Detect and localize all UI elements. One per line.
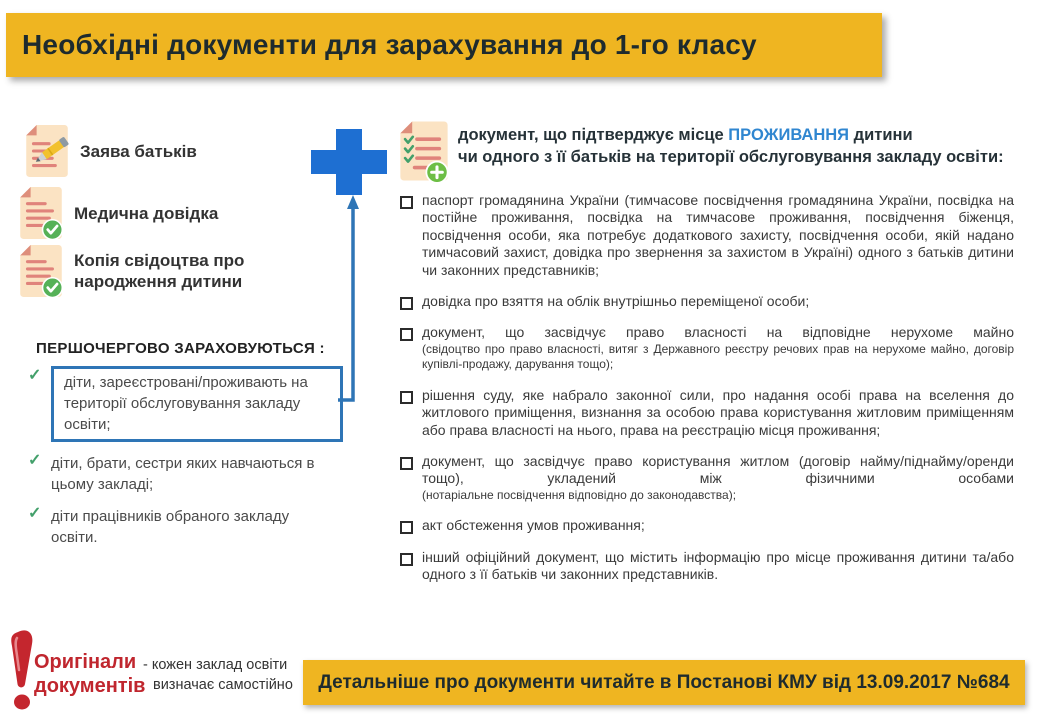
checkbox-icon xyxy=(400,196,413,209)
bullet-text: документ, що засвідчує право користування житлом (договір найму/піднайму/оренди тощо), укладений між фізичними особами xyxy=(422,453,1014,487)
checkbox-icon xyxy=(400,521,413,534)
bullet-text: інший офіційний документ, що містить інформацію про місце проживання дитини та/або одного з її батьків чи законних представників. xyxy=(422,548,1014,583)
document-add-icon xyxy=(398,120,450,182)
heading-text: документ, що підтверджує місце xyxy=(458,126,729,144)
info-banner-text: Детальніше про документи читайте в Постанові КМУ від 13.09.2017 №684 xyxy=(318,671,1010,693)
title-banner xyxy=(6,13,882,77)
heading-text: чи одного з її батьків на території обслуговування закладу освіти: xyxy=(458,148,1004,166)
priority-list xyxy=(28,366,358,557)
checkmark-icon: ✓ xyxy=(28,452,42,469)
document-bullet-list xyxy=(400,192,1014,598)
checkbox-icon xyxy=(400,457,413,470)
heading-text: дитини xyxy=(849,126,913,144)
document-item-birth-certificate xyxy=(18,244,264,298)
document-item-medical xyxy=(18,186,218,240)
priority-heading: ПЕРШОЧЕРГОВО ЗАРАХОВУЮТЬСЯ : xyxy=(36,340,325,357)
checkbox-icon xyxy=(400,391,413,404)
bullet-text: документ, що засвідчує право власності на відповідне нерухоме майно xyxy=(422,324,1014,341)
originals-note xyxy=(143,657,293,693)
bullet-text: паспорт громадянина України (тимчасове посвідчення громадянина України, посвідка на постійне проживання, посвідка на тимчасове проживання, посвідчення біженця, посвідчення особи, яка потребує додаткового захисту, посвідчення особи, якій надано тимчасовий захист, довідка про звернення за захистом в Україні) одного з батьків дитини чи законних представників; xyxy=(422,192,1014,278)
priority-item-text: діти, брати, сестри яких навчаються в цьому закладі; xyxy=(51,455,315,493)
checkbox-icon xyxy=(400,553,413,566)
info-banner xyxy=(303,660,1025,705)
list-item xyxy=(400,324,1014,372)
bullet-text: рішення суду, яке набрало законної сили, про надання особі права на вселення до житлового приміщення, визнання за особою права користування житловим приміщенням або права власності на нього, права на реєстрацію місця проживання; xyxy=(422,386,1014,438)
list-item xyxy=(400,293,1014,310)
residence-heading xyxy=(458,124,1023,168)
document-item-label: Копія свідоцтва про народження дитини xyxy=(74,251,245,291)
list-item xyxy=(400,192,1014,279)
bullet-text: акт обстеження умов проживання; xyxy=(422,517,645,534)
connector-arrow-icon xyxy=(336,193,366,407)
bullet-text: довідка про взяття на облік внутрішньо переміщеної особи; xyxy=(422,293,810,310)
priority-item xyxy=(28,366,358,442)
bullet-subtext: (нотаріальне посвідчення відповідно до законодавства); xyxy=(422,487,737,502)
checkmark-icon: ✓ xyxy=(28,505,42,522)
priority-item xyxy=(28,451,358,495)
note-line: - кожен заклад освіти xyxy=(143,657,288,673)
bullet-subtext: (свідоцтво про право власності, витяг з Державного реєстру речових прав на нерухоме майно, договір купівлі-продажу, дарування тощо); xyxy=(422,341,1014,372)
page-title: Необхідні документи для зарахування до 1-го класу xyxy=(22,29,757,60)
plus-icon xyxy=(311,129,387,195)
checkbox-icon xyxy=(400,328,413,341)
originals-line: документів xyxy=(34,675,146,697)
document-item-application xyxy=(24,124,197,178)
list-item xyxy=(400,549,1014,584)
note-line: визначає самостійно xyxy=(153,677,293,693)
originals-title xyxy=(34,650,145,698)
originals-line: Оригінали xyxy=(34,651,137,673)
checkbox-icon xyxy=(400,297,413,310)
priority-item-text: діти, зареєстровані/проживають на території обслуговування закладу освіти; xyxy=(64,374,308,433)
list-item xyxy=(400,517,1014,534)
document-item-label: Медична довідка xyxy=(74,203,219,223)
document-check-icon xyxy=(18,244,64,298)
list-item xyxy=(400,453,1014,503)
list-item xyxy=(400,387,1014,439)
priority-item-text: діти працівників обраного закладу освіти. xyxy=(51,508,290,546)
document-item-label: Заява батьків xyxy=(80,141,197,161)
checkmark-icon: ✓ xyxy=(28,367,42,384)
highlighted-box xyxy=(51,366,343,442)
document-check-icon xyxy=(18,186,64,240)
document-pencil-icon xyxy=(24,124,70,178)
priority-item xyxy=(28,504,358,548)
heading-highlight: ПРОЖИВАННЯ xyxy=(728,126,850,144)
